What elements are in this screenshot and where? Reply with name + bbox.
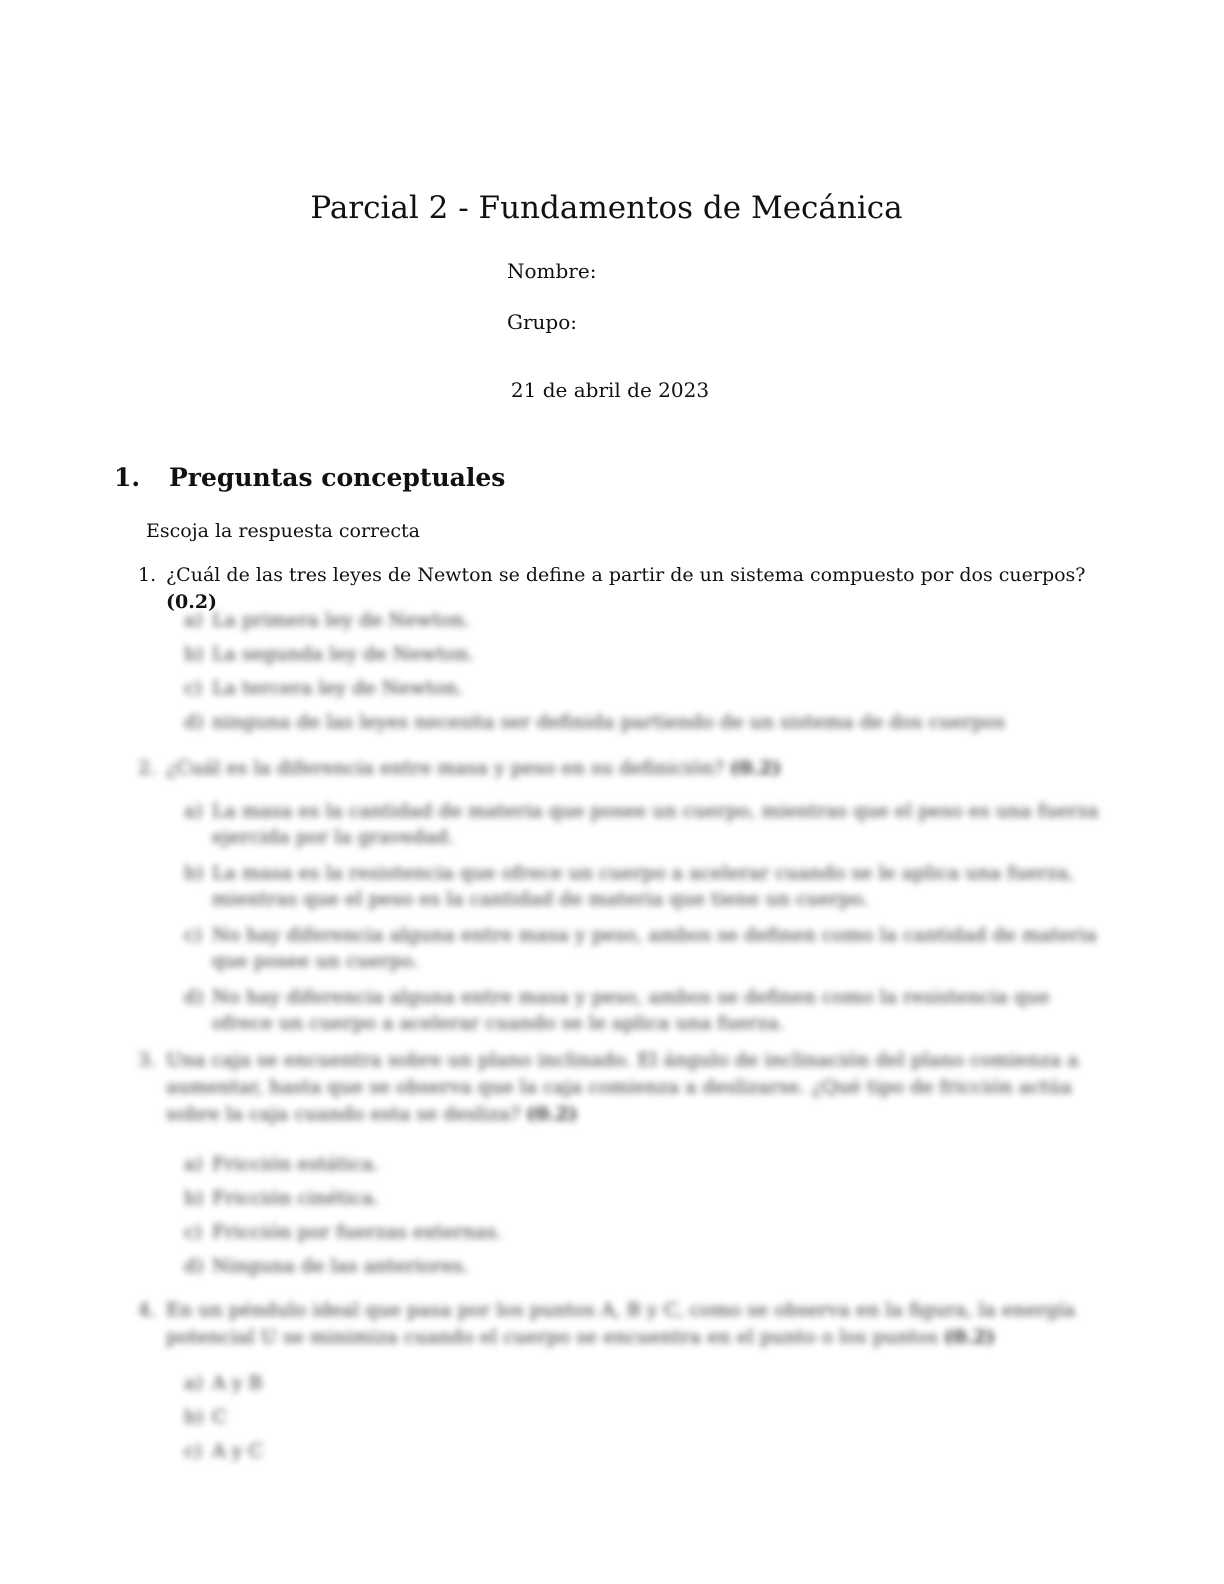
question-number: 3. [138, 1049, 157, 1071]
option-text: La tercera ley de Newton. [212, 677, 464, 699]
option-letter: b) [184, 862, 204, 884]
question-text-line [166, 1297, 1108, 1351]
option-text: La segunda ley de Newton. [212, 643, 475, 665]
option-letter: c) [184, 924, 203, 946]
option-letter: c) [184, 1221, 203, 1243]
question-text: En un péndulo ideal que pasa por los puntos A, B y C, como se observa en la figura, la energía potencial U se minimiza cuando el cuerpo se encuentra en el punto o los puntos [166, 1299, 1076, 1348]
question-text: Una caja se encuentra sobre un plano inclinado. El ángulo de inclinación del plano comienza a aumentar, hasta que se observa que la caja comienza a deslizarse. ¿Qué tipo de fricción actúa sobre la caja cuando esta se desliza? [166, 1049, 1079, 1125]
option-text: Fricción estática. [212, 1153, 380, 1175]
option-item [184, 641, 1108, 667]
question-text-line [166, 755, 1108, 782]
option-item [184, 1370, 1108, 1396]
option-letter: a) [184, 1153, 203, 1175]
question-2-options [184, 798, 1108, 1038]
option-letter: a) [184, 609, 203, 631]
page-title: Parcial 2 - Fundamentos de Mecánica [310, 190, 903, 226]
option-letter: d) [184, 711, 204, 733]
option-item [184, 860, 1108, 914]
option-text: No hay diferencia alguna entre masa y peso, ambos se definen como la resistencia que ofrece un cuerpo a acelerar cuando se le aplica una fuerza. [212, 986, 1050, 1034]
option-text: La masa es la cantidad de materia que posee un cuerpo, mientras que el peso es una fuerza ejercida por la gravedad. [212, 800, 1099, 848]
question-3-options [184, 1151, 1108, 1287]
option-text: Fricción por fuerzas externas. [212, 1221, 503, 1243]
option-item [184, 1219, 1108, 1245]
option-item [184, 1404, 1108, 1430]
question-4 [138, 1297, 1108, 1353]
option-letter: a) [184, 800, 203, 822]
question-points: (0.2) [526, 1103, 578, 1125]
option-item [184, 922, 1108, 976]
section-title: Preguntas conceptuales [169, 463, 506, 492]
option-item [184, 1151, 1108, 1177]
option-item [184, 1253, 1108, 1279]
question-text: ¿Cuál de las tres leyes de Newton se define a partir de un sistema compuesto por dos cuerpos? [166, 564, 1086, 586]
option-text: Ninguna de las anteriores. [212, 1255, 469, 1277]
question-number: 2. [138, 757, 157, 779]
option-text: No hay diferencia alguna entre masa y peso, ambos se definen como la cantidad de materia que posee un cuerpo. [212, 924, 1097, 972]
question-3 [138, 1047, 1108, 1131]
question-number: 1. [138, 564, 157, 586]
option-letter: a) [184, 1372, 203, 1394]
question-points: (0.2) [944, 1326, 996, 1348]
name-label: Nombre: [507, 259, 597, 283]
option-letter: d) [184, 1255, 204, 1277]
option-item [184, 1185, 1108, 1211]
question-4-options [184, 1370, 1108, 1472]
group-label: Grupo: [507, 310, 577, 334]
option-letter: c) [184, 677, 203, 699]
question-points: (0.2) [729, 757, 782, 779]
question-number: 4. [138, 1299, 157, 1321]
option-letter: c) [184, 1440, 203, 1462]
option-item [184, 798, 1108, 852]
option-item [184, 709, 1108, 735]
option-text: La masa es la resistencia que ofrece un cuerpo a acelerar cuando se le aplica una fuerza, mientras que el peso es la cantidad de materia que tiene un cuerpo. [212, 862, 1075, 910]
option-text: La primera ley de Newton. [212, 609, 471, 631]
option-item [184, 607, 1108, 633]
option-item [184, 1438, 1108, 1464]
section-number: 1. [114, 463, 141, 492]
option-letter: b) [184, 1187, 204, 1209]
question-1-options [184, 607, 1108, 743]
option-text: A y B [212, 1372, 263, 1394]
question-points: (0.2) [166, 591, 218, 613]
option-item [184, 984, 1108, 1038]
option-text: C [212, 1406, 227, 1428]
option-letter: d) [184, 986, 204, 1008]
section-heading [114, 463, 505, 492]
question-text: ¿Cuál es la diferencia entre masa y peso en su definición? [166, 757, 724, 779]
option-letter: b) [184, 1406, 204, 1428]
question-text-line [166, 1047, 1108, 1128]
section-instruction: Escoja la respuesta correcta [146, 520, 420, 542]
option-text: A y C [212, 1440, 264, 1462]
option-text: ninguna de las leyes necesita ser definida partiendo de un sistema de dos cuerpos [212, 711, 1006, 733]
option-item [184, 675, 1108, 701]
question-2 [138, 755, 1108, 782]
option-letter: b) [184, 643, 204, 665]
option-text: Fricción cinética. [212, 1187, 380, 1209]
exam-date: 21 de abril de 2023 [510, 378, 710, 402]
